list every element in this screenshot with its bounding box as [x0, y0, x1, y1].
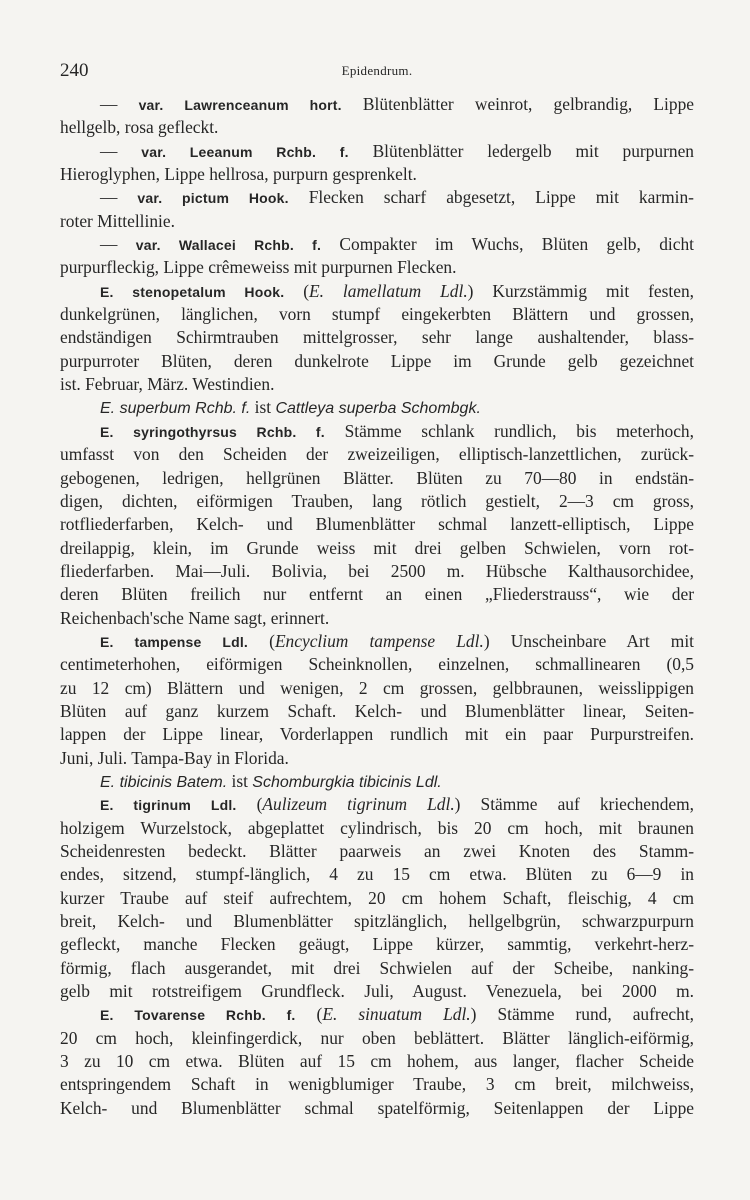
description-text: holzigem Wurzelstock, abgeplattet cylindrisch, bis 20 cm hoch, mit braunen — [60, 817, 694, 838]
description-text: ) Unscheinbare Art mit — [483, 630, 694, 651]
species-stenopetalum-line-4 — [60, 350, 694, 373]
page-number: 240 — [60, 60, 89, 81]
variety-wallacei-line-1 — [60, 233, 694, 256]
connector-text: ist — [227, 770, 253, 791]
synonym: Encyclium tampense Ldl. — [274, 630, 484, 651]
paren-open: ( — [248, 630, 275, 651]
synonym: E. lamellatum Ldl. — [309, 280, 468, 301]
variety-name: var. Leeanum Rchb. f. — [141, 143, 349, 160]
description-text: 3 zu 10 cm etwa. Blüten auf 15 cm hohem, aus langer, flacher Scheide — [60, 1051, 694, 1072]
dash: — — [100, 94, 139, 114]
synonym: E. sinuatum Ldl. — [322, 1004, 471, 1025]
species-name: E. superbum Rchb. f. — [100, 400, 251, 418]
description-text: fliederfarben. Mai—Juli. Bolivia, bei 2500 m. Hübsche Kalthausorchidee, — [60, 560, 694, 581]
variety-name: var. Lawrenceanum hort. — [138, 97, 342, 113]
species-tigrinum-line-3 — [60, 840, 694, 863]
dash: — — [100, 234, 136, 255]
species-tigrinum-line-9 — [60, 980, 694, 1003]
description-text: Reichenbach'sche Name sagt, erinnert. — [60, 607, 330, 628]
description-text: lappen der Lippe linear, Vorderlappen rundlich mit ein paar Purpurstreifen. — [60, 724, 694, 745]
species-stenopetalum-line-3 — [60, 326, 694, 349]
description-text: förmig, flach ausgerandet, mit drei Schwielen auf der Scheibe, nanking- — [60, 957, 694, 978]
description-text: deren Blüten freilich nur entfernt an einen „Fliederstrauss“, wie der — [60, 584, 694, 605]
description-text: Stämme schlank rundlich, bis meterhoch, — [324, 420, 694, 441]
variety-leeanum-line-1 — [60, 140, 694, 163]
referenced-species: Cattleya superba Schombgk. — [275, 400, 481, 418]
species-tigrinum-line-6 — [60, 910, 694, 933]
species-tampense-line-2 — [60, 653, 694, 676]
dash: — — [100, 140, 142, 161]
description-text: dreilappig, klein, im Grunde weiss mit drei gelben Schwielen, vorn rot- — [60, 537, 694, 558]
variety-lawrenceanum-line-2 — [60, 116, 694, 139]
description-text: centimeterhohen, eiförmigen Scheinknollen, einzelnen, schmallinearen (0,5 — [60, 654, 694, 675]
connector-text: ist — [250, 397, 276, 418]
species-syringothyrsus-line-6 — [60, 537, 694, 560]
species-name: E. stenopetalum Hook. — [100, 283, 285, 300]
species-name: E. Tovarense Rchb. f. — [100, 1007, 296, 1024]
species-stenopetalum-line-1 — [60, 280, 694, 303]
species-tovarense-line-2 — [60, 1027, 694, 1050]
species-tampense-line-5 — [60, 723, 694, 746]
synonym: Aulizeum tigrinum Ldl. — [262, 794, 455, 815]
variety-lawrenceanum-line-1 — [60, 93, 694, 116]
variety-leeanum-line-2 — [60, 163, 694, 186]
species-name: E. tigrinum Ldl. — [100, 797, 237, 814]
description-text: endes, sitzend, stumpf-länglich, 4 zu 15 cm etwa. Blüten zu 6—9 in — [60, 864, 694, 885]
description-text: digen, dichten, eiförmigen Trauben, lang rötlich gestielt, 2—3 cm gross, — [60, 490, 694, 511]
species-syringothyrsus-line-4 — [60, 490, 694, 513]
dash: — — [100, 187, 138, 208]
page-body — [60, 93, 694, 1120]
species-tampense-line-6 — [60, 747, 694, 770]
description-text: hellgelb, rosa gefleckt. — [60, 117, 219, 138]
species-syringothyrsus-line-8 — [60, 583, 694, 606]
description-text: endständigen Schirmtrauben mittelgrosser, sehr lange aushaltender, blass- — [60, 327, 694, 348]
description-text: ist. Februar, März. Westindien. — [60, 374, 275, 395]
variety-pictum-line-1 — [60, 186, 694, 209]
description-text: roter Mittellinie. — [60, 210, 175, 231]
species-syringothyrsus-line-3 — [60, 467, 694, 490]
description-text: Blütenblätter ledergelb mit purpurnen — [348, 140, 694, 161]
description-text: ) Stämme auf kriechendem, — [454, 794, 694, 815]
description-text: Flecken scharf abgesetzt, Lippe mit karmin- — [288, 187, 694, 208]
species-name: E. tibicinis Batem. — [100, 773, 228, 791]
description-text: 20 cm hoch, kleinfingerdick, nur oben beblättert. Blätter länglich-eiförmig, — [60, 1027, 694, 1048]
species-tovarense-line-5 — [60, 1097, 694, 1120]
species-stenopetalum-line-5 — [60, 373, 694, 396]
description-text: dunkelgrünen, länglichen, vorn stumpf eingekerbten Blättern und grossen, — [60, 304, 694, 325]
species-tigrinum-line-1 — [60, 793, 694, 816]
description-text: zu 12 cm) Blättern und wenigen, 2 cm grossen, gelbbraunen, weisslippigen — [60, 677, 694, 698]
species-tovarense-line-1 — [60, 1003, 694, 1026]
paren-open: ( — [284, 280, 310, 301]
cross-reference-tibicinis — [60, 770, 694, 793]
description-text: breit, Kelch- und Blumenblätter spitzlänglich, hellgelbgrün, schwarzpurpurn — [60, 911, 694, 932]
species-tigrinum-line-4 — [60, 863, 694, 886]
species-stenopetalum-line-2 — [60, 303, 694, 326]
species-syringothyrsus-line-9 — [60, 607, 694, 630]
species-tampense-line-1 — [60, 630, 694, 653]
description-text: gelb mit rotstreifigem Grundfleck. Juli, August. Venezuela, bei 2000 m. — [60, 981, 694, 1002]
variety-pictum-line-2 — [60, 210, 694, 233]
species-tampense-line-4 — [60, 700, 694, 723]
description-text: gefleckt, manche Flecken geäugt, Lippe kürzer, sammtig, verkehrt-herz- — [60, 934, 694, 955]
description-text: Blütenblätter weinrot, gelbrandig, Lippe — [341, 94, 694, 114]
species-tigrinum-line-5 — [60, 887, 694, 910]
species-name: E. tampense Ldl. — [100, 633, 249, 650]
species-tovarense-line-4 — [60, 1073, 694, 1096]
description-text: rotfliederfarben, Kelch- und Blumenblätter schmal lanzett-elliptisch, Lippe — [60, 514, 694, 535]
description-text: ) Stämme rund, aufrecht, — [470, 1004, 695, 1025]
species-syringothyrsus-line-5 — [60, 513, 694, 536]
description-text: purpurfleckig, Lippe crêmeweiss mit purpurnen Flecken. — [60, 257, 457, 278]
variety-name: var. Wallacei Rchb. f. — [135, 237, 322, 254]
species-tigrinum-line-8 — [60, 957, 694, 980]
description-text: Hieroglyphen, Lippe hellrosa, purpurn gesprenkelt. — [60, 164, 417, 185]
description-text: kurzer Traube auf steif aufrechtem, 20 cm hohem Schaft, fleischig, 4 cm — [60, 887, 694, 908]
species-syringothyrsus-line-7 — [60, 560, 694, 583]
description-text: ) Kurzstämmig mit festen, — [467, 280, 694, 301]
species-tigrinum-line-2 — [60, 817, 694, 840]
variety-wallacei-line-2 — [60, 256, 694, 279]
description-text: umfasst von den Scheiden der zweizeiligen, elliptisch-lanzettlichen, zurück- — [60, 444, 694, 465]
running-head: Epidendrum. — [341, 63, 413, 78]
variety-name: var. pictum Hook. — [137, 190, 289, 207]
referenced-species: Schomburgkia tibicinis Ldl. — [252, 773, 442, 791]
description-text: Kelch- und Blumenblätter schmal spatelförmig, Seitenlappen der Lippe — [60, 1097, 694, 1118]
species-syringothyrsus-line-1 — [60, 420, 694, 443]
cross-reference-superbum — [60, 396, 694, 419]
description-text: entspringendem Schaft in wenigblumiger Traube, 3 cm breit, milchweiss, — [60, 1074, 694, 1095]
paren-open: ( — [295, 1004, 323, 1025]
description-text: Blüten auf ganz kurzem Schaft. Kelch- und Blumenblätter linear, Seiten- — [60, 700, 694, 721]
paren-open: ( — [236, 794, 263, 815]
species-name: E. syringothyrsus Rchb. f. — [100, 423, 325, 440]
description-text: purpurroter Blüten, deren dunkelrote Lippe im Grunde gelb gezeichnet — [60, 350, 694, 371]
description-text: Scheidenresten bedeckt. Blätter paarweis an zwei Knoten des Stamm- — [60, 841, 694, 861]
species-tampense-line-3 — [60, 677, 694, 700]
species-tovarense-line-3 — [60, 1050, 694, 1073]
species-tigrinum-line-7 — [60, 933, 694, 956]
species-syringothyrsus-line-2 — [60, 443, 694, 466]
description-text: Juni, Juli. Tampa-Bay in Florida. — [60, 747, 289, 768]
description-text: gebogenen, ledrigen, hellgrünen Blätter. Blüten zu 70—80 in endstän- — [60, 467, 694, 488]
description-text: Compakter im Wuchs, Blüten gelb, dicht — [321, 234, 694, 255]
page-header — [60, 60, 694, 84]
